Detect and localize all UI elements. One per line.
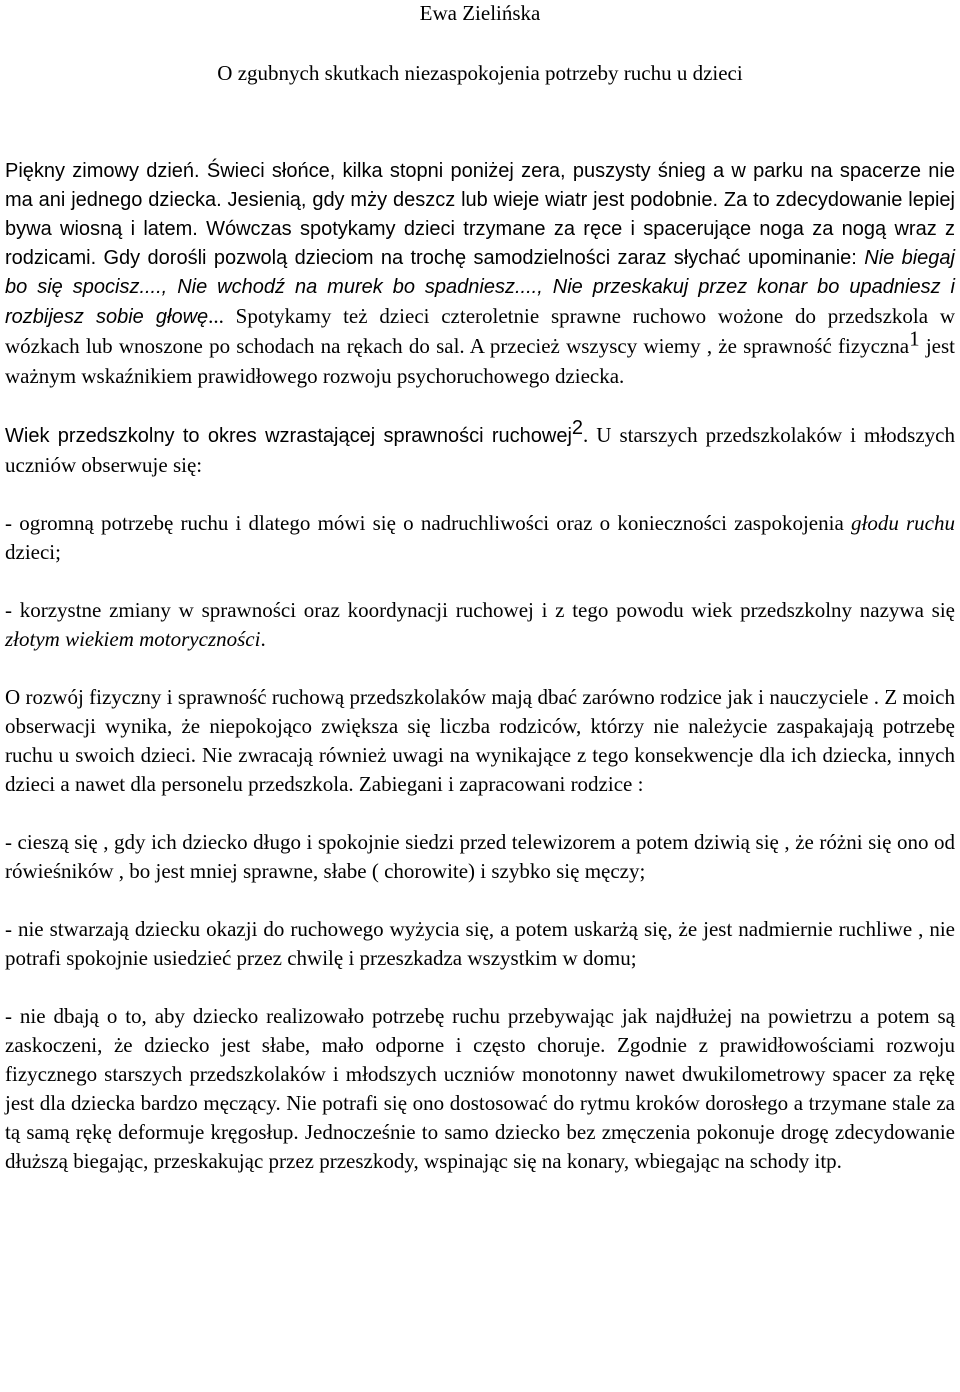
list-item-movement-need-italic: głodu ruchu (850, 511, 956, 535)
paragraph-intro (5, 157, 955, 392)
list-item-no-opportunity: - nie stwarzają dziecku okazji do ruchowego wyżycia się, a potem uskarżą się, że jest nadmiernie ruchliwe , nie potrafi spokojnie usiedzieć przez chwilę i przeszkadza wszystkim w domu; (5, 917, 955, 970)
list-item-movement-need-text: - ogromną potrzebę ruchu i dlatego mówi się o nadruchliwości oraz o konieczności zaspokojenia (5, 511, 851, 535)
paragraph-parents: O rozwój fizyczny i sprawność ruchową przedszkolaków mają dbać zarówno rodzice jak i nauczyciele . Z moich obserwacji wynika, że niepokojąco zwiększa się liczba rodziców, którzy nie należycie zaspakajają potrzebę ruchu u swoich dzieci. Nie zwracają również uwagi na wynikające z tego konsekwencje dla ich dziecka, innych dzieci a nawet dla personelu przedszkola. Zabiegani i zapracowani rodzice : (5, 685, 955, 796)
list-item-motor-changes-italic: złotym wiekiem motoryczności (5, 627, 261, 651)
paragraph-preschool-age-text: Wiek przedszkolny to okres wzrastającej sprawności ruchowej (5, 425, 572, 447)
footnote-marker-1: 1 (909, 326, 920, 351)
document-title: O zgubnych skutkach niezaspokojenia potrzeby ruchu u dzieci (217, 61, 743, 85)
paragraph-intro-text-2: Spotykamy też dzieci czteroletnie sprawne ruchowo wożone do przedszkola w wózkach lub wnoszone po schodach na rękach do sal. A przecież wszyscy wiemy , że sprawność fizyczna (5, 304, 955, 358)
paragraph-intro-text-3: jest ważnym wskaźnikiem prawidłowego rozwoju psychoruchowego dziecka. (5, 334, 955, 388)
list-item-television: - cieszą się , gdy ich dziecko długo i spokojnie siedzi przed telewizorem a potem dziwią się , że różni się ono od rówieśników , bo jest mniej sprawne, słabe ( chorowite) i szybko się męczy; (5, 830, 955, 883)
list-item-movement-need-end: dzieci; (5, 540, 61, 564)
paragraph-preschool-age-text-2: . U starszych przedszkolaków i młodszych uczniów obserwuje się: (5, 423, 955, 477)
paragraph-intro-text: Piękny zimowy dzień. Świeci słońce, kilka stopni poniżej zera, puszysty śnieg a w parku na spacerze nie ma ani jednego dziecka. Jesienią, gdy mży deszcz lub wieje wiatr jest podobnie. Za to zdecydowanie lepiej bywa wiosną i latem. Wówczas spotykamy dzieci trzymane za ręce i spacerujące noga za nogą wraz z rodzicami. Gdy dorośli pozwolą dzieciom na trochę samodzielności zaraz słychać upominanie: (5, 160, 955, 269)
footnote-marker-2: 2 (571, 417, 584, 439)
list-item-motor-changes (5, 596, 955, 654)
list-item-outdoors: - nie dbają o to, aby dziecko realizowało potrzebę ruchu przebywając jak najdłużej na powietrzu a potem są zaskoczeni, że dziecko jest słabe, mało odporne i często choruje. Zgodnie z prawidłowościami rozwoju fizycznego starszych przedszkolaków i młodszych uczniów monotonny nawet dwukilometrowy spacer za rękę jest dla dziecka bardzo męczący. Nie potrafi się ono dostosować do rytmu kroków dorosłego a trzymane stale za tą samą rękę deformuje kręgosłup. Jednocześnie to samo dziecko bez zmęczenia pokonuje drogę zdecydowanie dłuższą biegając, przeskakując przez przeszkody, wspinając się na konary, wbiegając na schody itp. (5, 1004, 955, 1173)
paragraph-intro-ellipsis: ... (208, 304, 224, 328)
list-item-motor-changes-end: . (260, 627, 266, 651)
list-item-motor-changes-text: - korzystne zmiany w sprawności oraz koordynacji ruchowej i z tego powodu wiek przedszkolny nazywa się (5, 598, 955, 622)
paragraph-preschool-age (5, 417, 955, 480)
list-item-movement-need (5, 509, 955, 567)
author-name: Ewa Zielińska (419, 1, 541, 25)
paragraph-intro-quote: Nie biegaj bo się spocisz...., Nie wchodź na murek bo spadniesz...., Nie przeskakuj przez konar bo upadniesz i rozbijesz sobie głowę (5, 247, 955, 328)
